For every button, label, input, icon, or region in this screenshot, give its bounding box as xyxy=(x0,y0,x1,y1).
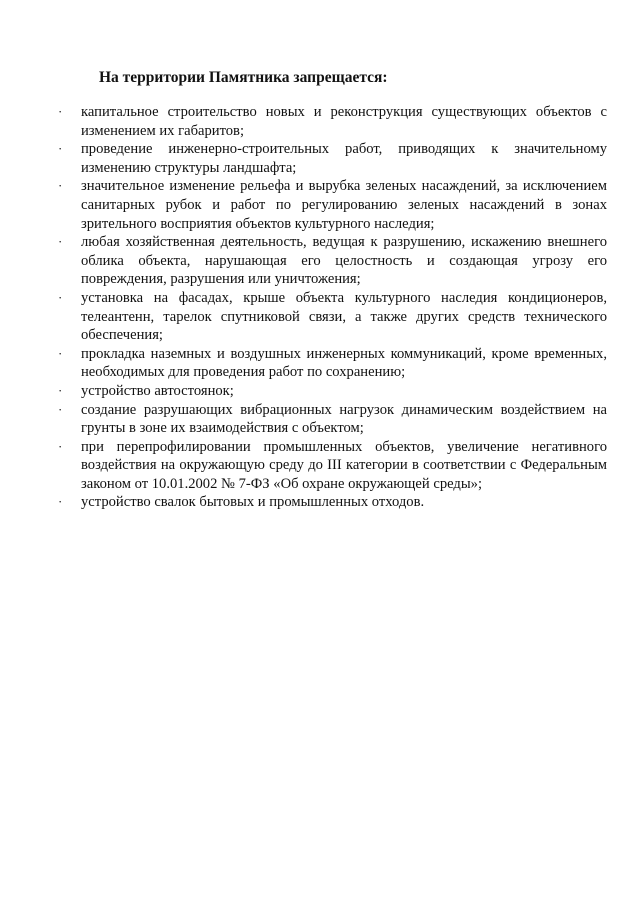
list-item-text: при перепрофилировании промышленных объектов, увеличение негативного воздействия на окружающую среду до III категории в соответствии с Федеральным законом от 10.01.2002 № 7-ФЗ «Об охране окружающей среды»; xyxy=(81,438,607,492)
list-item xyxy=(0,382,640,401)
list-item-text: проведение инженерно-строительных работ, приводящих к значительному изменению структуры ландшафта; xyxy=(81,141,607,176)
list-item-text: капитальное строительство новых и реконструкция существующих объектов с изменением их габаритов; xyxy=(81,104,607,139)
bullet-icon: · xyxy=(58,345,63,361)
bullet-icon: · xyxy=(58,104,63,119)
page-heading: На территории Памятника запрещается: xyxy=(99,69,388,86)
bullet-icon: · xyxy=(58,178,63,194)
list-item-text: любая хозяйственная деятельность, ведущая к разрушению, искажению внешнего облика объекта, нарушающая его целостность и создающая угрозу его повреждения, разрушения или уничтожения; xyxy=(81,234,607,288)
bullet-icon: · xyxy=(58,438,63,454)
list-item-text: значительное изменение рельефа и вырубка зеленых насаждений, за исключением санитарных рубок и работ по регулированию зеленых насаждений в зонах зрительного восприятия объектов культурного наследия; xyxy=(81,178,607,232)
list-item-text: устройство автостоянок; xyxy=(81,382,234,399)
list-item xyxy=(0,401,640,438)
list-item xyxy=(0,233,640,289)
list-item-text: устройство свалок бытовых и промышленных отходов. xyxy=(81,494,425,511)
bullet-icon: · xyxy=(58,289,63,305)
list-item xyxy=(0,289,640,345)
bullet-icon: · xyxy=(58,141,63,157)
list-item xyxy=(0,493,640,512)
list-item xyxy=(0,345,640,382)
list-item-text: создание разрушающих вибрационных нагрузок динамическим воздействием на грунты в зоне их взаимодействия с объектом; xyxy=(81,401,607,437)
list-item xyxy=(0,103,640,140)
bullet-icon: · xyxy=(58,234,63,250)
list-item-text: установка на фасадах, крыше объекта культурного наследия кондиционеров, телеантенн, тарелок спутниковой связи, а также других средств технического обеспечения; xyxy=(81,289,607,344)
bullet-icon: · xyxy=(58,401,63,417)
bullet-icon: · xyxy=(58,494,63,510)
list-item xyxy=(0,140,640,177)
list-item xyxy=(0,438,640,494)
bullet-icon: · xyxy=(58,382,63,398)
prohibitions-list xyxy=(0,103,640,512)
list-item xyxy=(0,177,640,233)
list-item-text: прокладка наземных и воздушных инженерных коммуникаций, кроме временных, необходимых для проведения работ по сохранению; xyxy=(81,345,607,381)
